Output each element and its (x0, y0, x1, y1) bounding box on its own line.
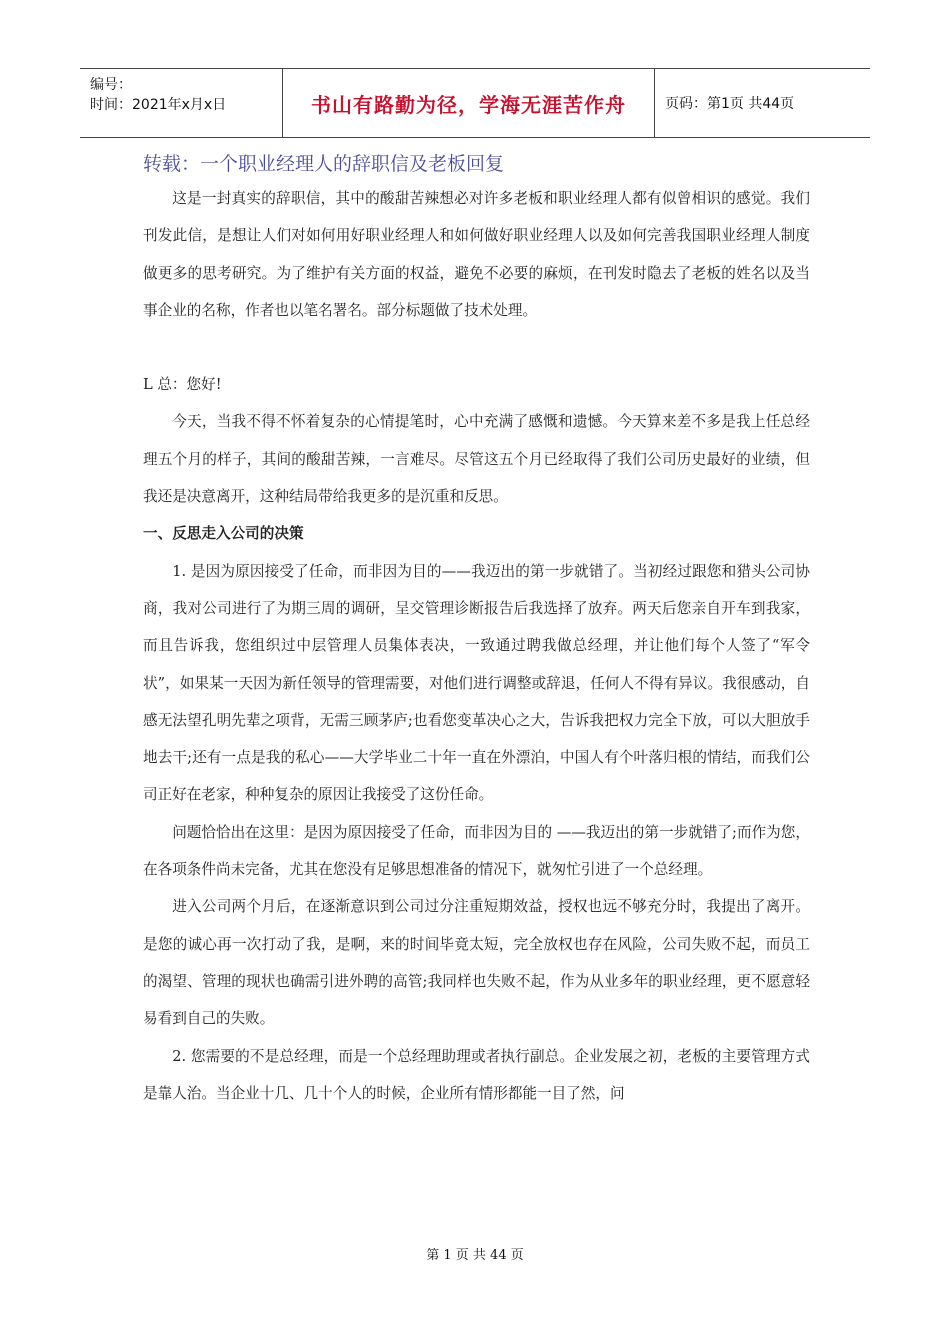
intro-paragraph: 这是一封真实的辞职信，其中的酸甜苦辣想必对许多老板和职业经理人都有似曾相识的感觉。我们刊发此信，是想让人们对如何用好职业经理人和如何做好职业经理人以及如何完善我国职业经理人制度做更多的思考研究。为了维护有关方面的权益，避免不必要的麻烦，在刊发时隐去了老板的姓名以及当事企业的名称，作者也以笔名署名。部分标题做了技术处理。 (143, 190, 810, 319)
salutation: L 总：您好! (143, 376, 222, 394)
header-motto-cell (282, 69, 655, 137)
paragraph-point-1: 1. 是因为原因接受了任命，而非因为目的——我迈出的第一步就错了。当初经过跟您和猎头公司协商，我对公司进行了为期三周的调研，呈交管理诊断报告后我选择了放弃。两天后您亲自开车到我家，而且告诉我，您组织过中层管理人员集体表决，一致通过聘我做总经理，并让他们每个人签了“军令状”，如果某一天因为新任领导的管理需要，对他们进行调整或辞退，任何人不得有异议。我很感动，自感无法望孔明先辈之项背，无需三顾茅庐;也看您变革决心之大，告诉我把权力完全下放，可以大胆放手地去干;还有一点是我的私心——大学毕业二十年一直在外漂泊，中国人有个叶落归根的情结，而我们公司正好在老家，种种复杂的原因让我接受了这份任命。 (143, 562, 810, 804)
section-heading: 一、反思走入公司的决策 (143, 525, 304, 543)
paragraph-problem: 问题恰恰出在这里：是因为原因接受了任命，而非因为目的 ——我迈出的第一步就错了;而作为您，在各项条件尚未完备，尤其在您没有足够思想准备的情况下，就匆忙引进了一个总经理。 (143, 823, 810, 879)
number-label: 编号： (90, 77, 132, 93)
page-footer: 第 1 页 共 44 页 (426, 1248, 524, 1263)
time-label: 时间：2021年x月x日 (90, 97, 227, 113)
blank-line (143, 329, 810, 366)
paragraph-point-2: 2. 您需要的不是总经理，而是一个总经理助理或者执行副总。企业发展之初，老板的主要管理方式是靠人治。当企业十几、几十个人的时候，企业所有情形都能一目了然，问 (143, 1047, 810, 1102)
document-header-table (80, 68, 870, 138)
motto-text: 书山有路勤为径，学海无涯苦作舟 (311, 92, 626, 117)
article-title: 转载：一个职业经理人的辞职信及老板回复 (143, 153, 505, 175)
article-body (143, 150, 810, 1112)
paragraph-opening: 今天，当我不得不怀着复杂的心情提笔时，心中充满了感慨和遗憾。今天算来差不多是我上任总经理五个月的样子，其间的酸甜苦辣，一言难尽。尽管这五个月已经取得了我们公司历史最好的业绩，但我还是决意离开，这种结局带给我更多的是沉重和反思。 (143, 413, 810, 506)
page-info: 页码：第1页 共44页 (665, 96, 795, 112)
header-page-cell (655, 69, 870, 137)
header-meta-cell (80, 69, 282, 137)
paragraph-two-months: 进入公司两个月后，在逐渐意识到公司过分注重短期效益，授权也远不够充分时，我提出了离开。是您的诚心再一次打动了我，是啊，来的时间毕竟太短，完全放权也存在风险，公司失败不起，而员工的渴望、管理的现状也确需引进外聘的高管;我同样也失败不起，作为从业多年的职业经理，更不愿意轻易看到自己的失败。 (143, 898, 810, 1028)
